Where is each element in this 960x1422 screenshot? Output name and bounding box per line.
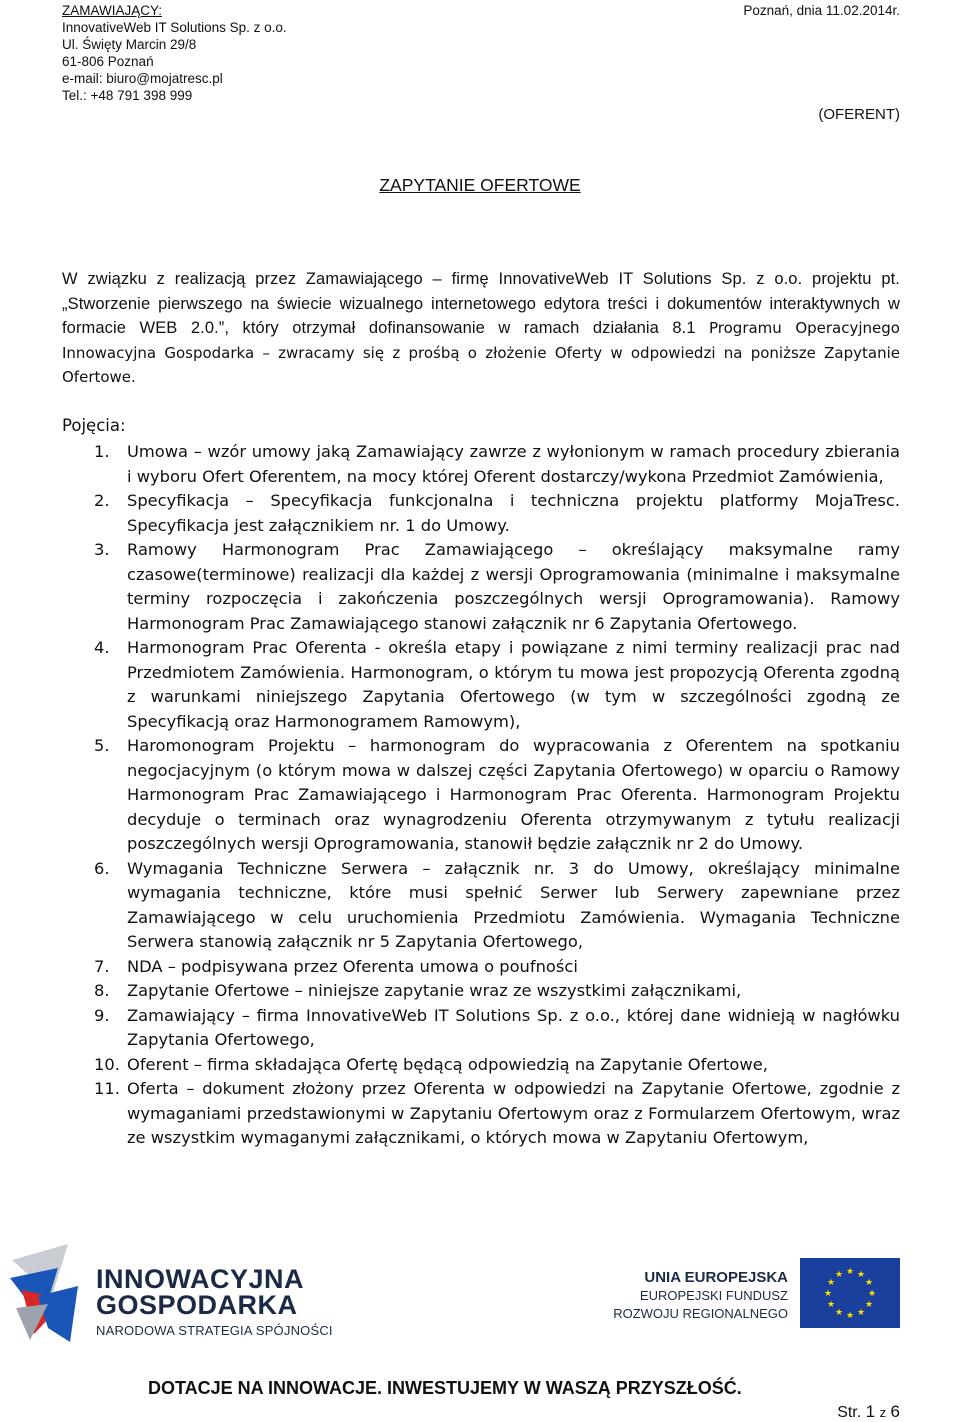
sender-phone: Tel.: +48 791 398 999 xyxy=(62,88,193,103)
definitions-list xyxy=(62,440,900,1151)
definition-item: 4. Harmonogram Prac Oferenta - określa etapy i powiązane z nimi terminy realizacji prac nad Przedmiotem Zamówienia. Harmonogram, o którym tu mowa jest propozycją Oferenta zgodną z warunkami niniejszego Zapytania Ofertowego (w tym w szczególności zgodną ze Specyfikacją oraz Harmonogramem Ramowym), xyxy=(94,638,900,731)
place-date: Poznań, dnia 11.02.2014r. xyxy=(743,3,900,18)
eu-line-2: EUROPEJSKI FUNDUSZ xyxy=(639,1288,788,1303)
footer-slogan: DOTACJE NA INNOWACJE. INWESTUJEMY W WASZĄ PRZYSZŁOŚĆ. xyxy=(148,1378,742,1398)
svg-text:★: ★ xyxy=(826,1300,836,1310)
definition-item: 6. Wymagania Techniczne Serwera – załącznik nr. 3 do Umowy, określający minimalne wymagania techniczne, które musi spełnić Serwer lub Serwery zapewniane przez Zamawiającego w celu uruchomienia Przedmiotu Zamówienia. Wymagania Techniczne Serwera stanowią załącznik nr 5 Zapytania Ofertowego, xyxy=(94,858,900,951)
intro-part-1: W związku z realizacją przez Zamawiającego – firmę InnovativeWeb IT Solutions Sp. z o.o. projektu pt. „Stworzenie pierwszego na świecie wizualnego internetowego edytora treści i dokumentów interaktywnych w formacie WEB 2.0.”, który otrzymał dofinansowanie w ramach działania 8.1 xyxy=(62,270,900,337)
definitions-label: Pojęcia: xyxy=(62,416,126,435)
svg-text:★: ★ xyxy=(864,1278,874,1288)
eu-title: UNIA EUROPEJSKA xyxy=(644,1269,788,1286)
definition-item: 2. Specyfikacja – Specyfikacja funkcjonalna i techniczna projektu platformy MojaTresc. Specyfikacja jest załącznikiem nr. 1 do Umowy. xyxy=(94,491,900,535)
arrows-icon xyxy=(8,1238,88,1348)
svg-text:★: ★ xyxy=(856,1270,866,1280)
definition-item: 5. Haromonogram Projektu – harmonogram do wypracowania z Oferentem na spotkaniu negocjacyjnym (o którym mowa w dalszej części Zapytania Ofertowego) w oparciu o Ramowy Harmonogram Prac Zamawiającego i Harmonogram Prac Oferenta. Harmonogram Projektu decyduje o terminach oraz wynagrodzeniu Oferenta otrzymywanym z tytułu realizacji poszczególnych wersji Oprogramowania, stanowił będzie załącznik nr 2 do Umowy. xyxy=(94,736,900,853)
definition-item: 1. Umowa – wzór umowy jaką Zamawiający zawrze z wyłonionym w ramach procedury zbierania i wyboru Ofert Oferentem, na mocy której Oferent dostarczy/wykona Przedmiot Zamówienia, xyxy=(94,442,900,486)
definition-item: 8. Zapytanie Ofertowe – niniejsze zapytanie wraz ze wszystkimi załącznikami, xyxy=(94,981,742,1000)
page-number: Str. 1 z 6 xyxy=(837,1402,900,1421)
svg-text:★: ★ xyxy=(826,1278,836,1288)
sender-street: Ul. Święty Marcin 29/8 xyxy=(62,37,197,52)
svg-text:★: ★ xyxy=(864,1300,874,1310)
sender-email: e-mail: biuro@mojatresc.pl xyxy=(62,71,223,86)
logo-subtitle: NARODOWA STRATEGIA SPÓJNOŚCI xyxy=(96,1323,333,1338)
svg-text:★: ★ xyxy=(834,1270,844,1280)
sender-city: 61-806 Poznań xyxy=(62,54,154,69)
recipient-label: (OFERENT) xyxy=(818,106,900,123)
eu-logo xyxy=(613,1258,900,1348)
intro-part-2: Programu Operacyjnego Innowacyjna Gospodarka – zwracamy się z prośbą o złożenie Oferty w odpowiedzi na poniższe Zapytanie Ofertowe. xyxy=(62,319,900,386)
svg-text:★: ★ xyxy=(845,1311,855,1321)
svg-text:★: ★ xyxy=(856,1308,866,1318)
definition-item: 10. Oferent – firma składająca Ofertę będącą odpowiedzią na Zapytanie Ofertowe, xyxy=(94,1054,768,1074)
definition-item: 9. Zamawiający – firma InnovativeWeb IT Solutions Sp. z o.o., której dane widnieją w nagłówku Zapytania Ofertowego, xyxy=(94,1005,900,1049)
definition-item: 11. Oferta – dokument złożony przez Oferenta w odpowiedzi na Zapytanie Ofertowe, zgodnie z wymaganiami przedstawionymi w Zapytaniu Ofertowym oraz z Formularzem Ofertowym, wraz ze wszystkim wymaganymi załącznikami, o których mowa w Zapytaniu Ofertowym, xyxy=(94,1079,900,1147)
innowacyjna-gospodarka-logo xyxy=(8,1238,348,1348)
sender-block xyxy=(62,2,287,104)
sender-company: InnovativeWeb IT Solutions Sp. z o.o. xyxy=(62,20,287,35)
svg-text:★: ★ xyxy=(834,1308,844,1318)
definition-item: 3. Ramowy Harmonogram Prac Zamawiającego – określający maksymalne ramy czasowe(terminowe) realizacji dla każdej z wersji Oprogramowania (minimalne i maksymalne terminy rozpoczęcia i zakończenia poszczególnych wersji Oprogramowania). Ramowy Harmonogram Prac Zamawiającego stanowi załącznik nr 6 Zapytania Ofertowego. xyxy=(94,540,900,633)
intro-paragraph xyxy=(62,267,900,390)
logo-title-1: INNOWACYJNA xyxy=(96,1264,305,1294)
logo-title-2: GOSPODARKA xyxy=(96,1290,298,1320)
document-title: ZAPYTANIE OFERTOWE xyxy=(379,175,581,195)
sender-label: ZAMAWIAJĄCY: xyxy=(62,3,163,18)
svg-text:★: ★ xyxy=(845,1267,855,1277)
svg-text:★: ★ xyxy=(867,1289,877,1299)
eu-flag-icon xyxy=(800,1258,900,1328)
definition-item: 7. NDA – podpisywana przez Oferenta umowa o poufności xyxy=(94,956,578,976)
eu-line-3: ROZWOJU REGIONALNEGO xyxy=(613,1306,788,1321)
svg-text:★: ★ xyxy=(823,1289,833,1299)
